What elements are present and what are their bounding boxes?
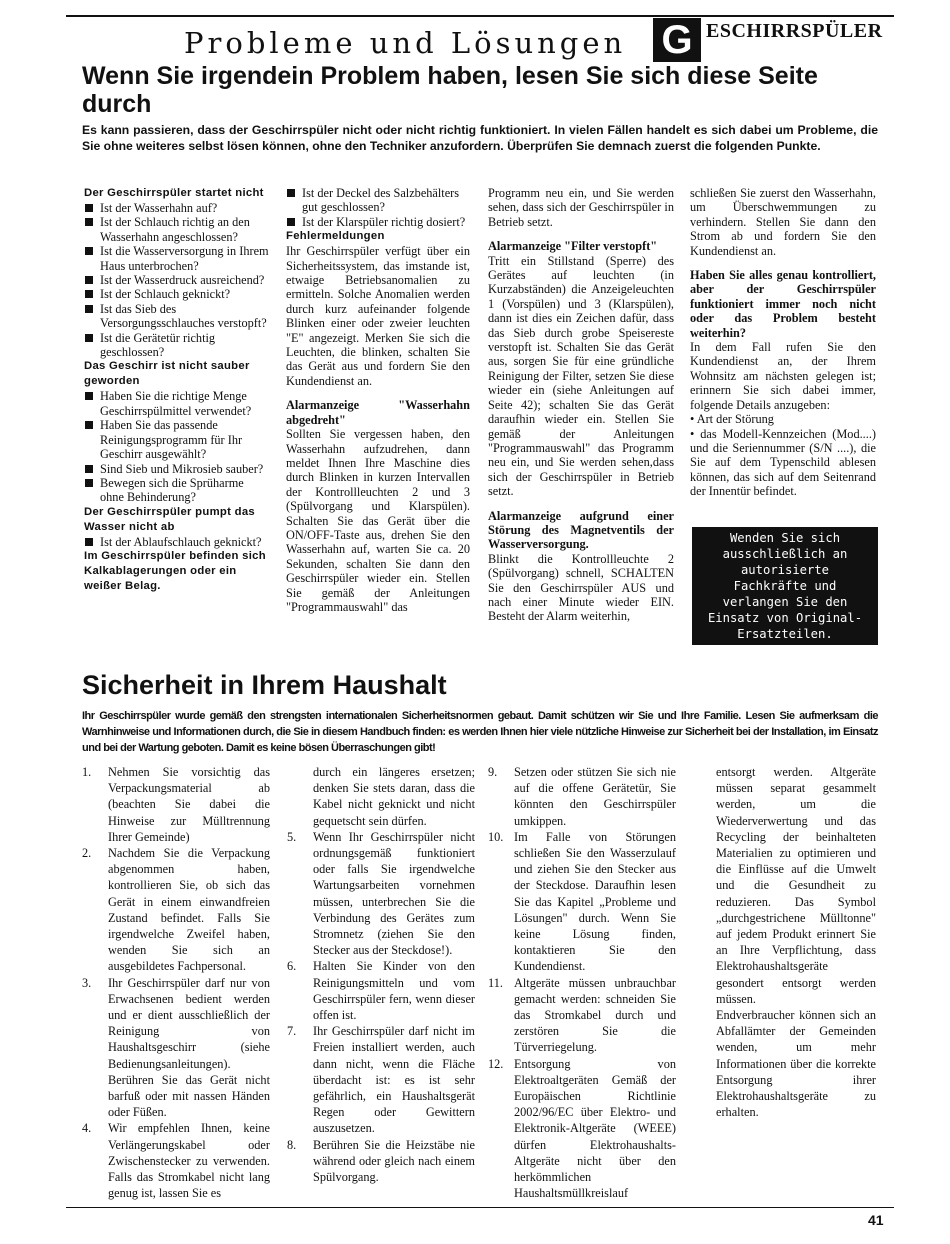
section-title: Probleme und Lösungen [184, 26, 627, 60]
safety-column-1 [82, 764, 270, 1201]
list-item: Ist die Gerätetür richtig geschlossen? [84, 331, 270, 360]
list-item: 2. Nachdem Sie die Verpackung abgenommen haben, kontrollieren Sie, ob sich das Gerät in einem einwandfreien Zustand befindet. Falls Sie irgendwelche Zweifel haben, wenden Sie sich an ausgebildetes Fachpersonal. [82, 846, 270, 974]
list-item: 8. Berühren Sie die Heizstäbe nie während oder gleich nach einem Spülvorgang. [287, 1137, 475, 1185]
paragraph: schließen Sie zuerst den Wasserhahn, um Überschwemmungen zu verhindern. Stellen Sie dann den Strom ab und fordern Sie den Kundendienst an. [690, 186, 876, 258]
problems-heading: Wenn Sie irgendein Problem haben, lesen Sie sich diese Seite durch [82, 62, 818, 118]
subheading-limescale: Im Geschirrspüler befinden sich Kalkablagerungen oder ein weißer Belag. [84, 550, 266, 593]
subheading-tap-alarm: Alarmanzeige "Wasserhahn abgedreht" [286, 398, 470, 427]
safety-heading: Sicherheit in Ihrem Haushalt [82, 670, 447, 700]
problems-column-3 [488, 186, 674, 624]
list-item: Ist der Deckel des Salzbehälters gut geschlossen? [286, 186, 470, 215]
list-item: Ist der Schlauch richtig an den Wasserhahn angeschlossen? [84, 215, 270, 244]
safety-column-4 [716, 764, 876, 1120]
list-item: Ist der Wasserdruck ausreichend? [84, 273, 270, 287]
top-rule [66, 15, 894, 17]
list-item: 1. Nehmen Sie vorsichtig das Verpackungsmaterial ab (beachten Sie dabei die Hinweise zur Mülltrennung Ihrer Gemeinde) [82, 765, 270, 844]
paragraph: entsorgt werden. Altgeräte müssen separat gesammelt werden, um die Wiederverwertung und das Recycling der beinhalteten Materialien zu optimieren und die Einflüsse auf die Umwelt und die Gesundheit zu reduzieren. Das Symbol „durchgestrichene Mülltonne" auf jedem Produkt erinnert Sie an Ihre Verpflichtung, dass Elektrohaushaltsgeräte gesondert entsorgt werden müssen. [716, 765, 876, 1006]
paragraph: Ihr Geschirrspüler verfügt über ein Sicherheitssystem, das imstande ist, etwaige Betriebsanomalien zu ermitteln. Solche Anomalien werden durch kurz aufeinander folgende Blinken einer oder zweier leuchten "E" angezeigt. Merken Sie sich die Leuchten, die blinken, schalten Sie das Gerät aus und fordern Sie den Kundendienst an. [286, 244, 470, 388]
safety-column-2 [287, 764, 475, 1185]
subheading-no-drain: Der Geschirrspüler pumpt das Wasser nicht ab [84, 505, 255, 533]
list-item: Haben Sie das passende Reinigungsprogramm für Ihr Geschirr ausgewählt? [84, 418, 270, 461]
list-item: Bewegen sich die Sprüharme ohne Behinderung? [84, 476, 270, 505]
list-item: Ist die Wasserversorgung in Ihrem Haus unterbrochen? [84, 244, 270, 273]
problems-column-2 [286, 186, 470, 614]
service-notice-box [692, 527, 878, 645]
list-item: 9. Setzen oder stützen Sie sich nie auf die offene Gerätetür, Sie könnten den Geschirrspüler umkippen. [488, 765, 676, 828]
paragraph: Programm neu ein, und Sie werden sehen, dass sich der Geschirrspüler in Betrieb setzt. [488, 186, 674, 229]
detail-item: • das Modell-Kennzeichen (Mod....) und die Seriennummer (S/N ....), die Sie auf dem Typenschild ablesen können, das sich auf dem Seitenrand der Innentür befindet. [690, 426, 876, 499]
subheading-still-problem: Haben Sie alles genau kontrolliert, aber der Geschirrspüler funktioniert immer noch nicht oder das Problem besteht weiterhin? [690, 268, 876, 340]
list-item: Ist der Ablaufschlauch geknickt? [84, 535, 270, 549]
problems-column-4 [690, 186, 876, 499]
subheading-not-starting: Der Geschirrspüler startet nicht [84, 187, 264, 199]
list-item: 12. Entsorgung von Elektroaltgeräten Gemäß der Europäischen Richtlinie 2002/96/EC über Elektro- und Elektronik-Altgeräte (WEEE) dürfen Elektrohaushalts-Altgeräte nicht über den herkömmlichen Haushaltsmüllkreislauf [488, 1056, 676, 1201]
subheading-valve-alarm: Alarmanzeige aufgrund einer Störung des Magnetventils der Wasserversorgung. [488, 508, 674, 552]
list-item: Ist der Schlauch geknickt? [84, 287, 270, 301]
paragraph: durch ein längeres ersetzen; denken Sie stets daran, dass die Kabel nicht geknickt und nicht gequetscht sein dürfen. [313, 765, 475, 828]
safety-intro: Ihr Geschirrspüler wurde gemäß den strengsten internationalen Sicherheitsnormen gebaut. Damit schützen wir Sie und Ihre Familie. Lesen Sie aufmerksam die Warnhinweise und Informationen durch, die Sie in diesem Handbuch finden: es werden Ihnen hier viele nützliche Hinweise zur Sicherheit bei der Installation, im Einsatz und bei der Wartung geboten. Damit es keine bösen Überraschungen gibt! [82, 710, 878, 754]
list-item: 4. Wir empfehlen Ihnen, keine Verlängerungskabel oder Zwischenstecker zu verwenden. Falls das Stromkabel nicht lang genug ist, lassen Sie es [82, 1121, 270, 1201]
page-number: 41 [868, 1212, 884, 1228]
list-item: Ist das Sieb des Versorgungsschlauches verstopft? [84, 302, 270, 331]
problems-intro: Es kann passieren, dass der Geschirrspüler nicht oder nicht richtig funktioniert. In vielen Fällen handelt es sich dabei um Probleme, die Sie ohne weiteres selbst lösen können, ohne den Techniker anzufordern. Überprüfen Sie demnach zuerst die folgenden Punkte. [82, 123, 878, 153]
list-item: 7. Ihr Geschirrspüler darf nicht im Freien installiert werden, auch dann nicht, wenn die Fläche überdacht ist: es ist sehr gefährlich, ein Haushaltsgerät Regen oder Gewittern auszusetzen. [287, 1024, 475, 1136]
paragraph: Blinkt die Kontrollleuchte 2 (Spülvorgang) schnell, SCHALTEN Sie den Geschirrspüler AUS und nach einer Minute wieder EIN. Besteht der Alarm weiterhin, [488, 551, 674, 624]
list-item: 6. Halten Sie Kinder von den Reinigungsmitteln und vom Geschirrspüler fern, wenn dieser offen ist. [287, 959, 475, 1023]
list-item: 5. Wenn Ihr Geschirrspüler nicht ordnungsgemäß funktioniert oder falls Sie irgendwelche Wartungsarbeiten vornehmen müssen, unterbrechen Sie die Verbindung des Gerätes zum Stromnetz (ziehen Sie den Stecker aus der Steckdose!). [287, 829, 475, 958]
paragraph: Sollten Sie vergessen haben, den Wasserhahn aufzudrehen, dann meldet Ihnen Ihre Maschine dies durch Blinken in kurzen Intervallen der Kontrollleuchten 2 und 3 (Spülvorgang und Klarspülen). Schalten Sie das Gerät über die ON/OFF-Taste aus, drehen Sie den Wasserhahn auf, warten Sie ca. 20 Sekunden, schalten Sie dann den Geschirrspüler wieder ein. Stellen Sie gemäß der Anleitungen "Programmauswahl" das [286, 427, 470, 614]
safety-column-3 [488, 764, 676, 1201]
subheading-filter-alarm: Alarmanzeige "Filter verstopft" [488, 239, 658, 254]
detail-item: • Art der Störung [690, 412, 774, 427]
service-notice-text: Wenden Sie sich ausschließlich an autorisierte Fachkräfte und verlangen Sie den Einsatz von Original-Ersatzteilen. [707, 531, 863, 641]
bottom-rule [66, 1207, 894, 1208]
section-badge-letter: G [653, 18, 701, 62]
subheading-error-messages: Fehlermeldungen [286, 230, 385, 243]
subheading-not-clean: Das Geschirr ist nicht sauber geworden [84, 360, 250, 388]
list-item: 10. Im Falle von Störungen schließen Sie den Wasserzulauf und ziehen Sie den Stecker aus der Steckdose. Daraufhin lesen Sie das Kapitel „Probleme und Lösungen" durch. Wenn Sie keine Lösung finden, kontaktieren Sie den Kundendienst. [488, 829, 676, 974]
list-item: Ist der Klarspüler richtig dosiert? [286, 215, 470, 229]
section-badge-text: ESCHIRRSPÜLER [706, 20, 883, 42]
list-item: 11. Altgeräte müssen unbrauchbar gemacht werden: schneiden Sie das Stromkabel durch und zerstören Sie die Türverriegelung. [488, 975, 676, 1055]
paragraph: Endverbraucher können sich an Abfallämter der Gemeinden wenden, um mehr Informationen über die korrekte Entsorgung ihrer Elektrohaushaltsgeräte zu erhalten. [716, 1008, 876, 1120]
list-item: Sind Sieb und Mikrosieb sauber? [84, 462, 270, 476]
paragraph: In dem Fall rufen Sie den Kundendienst an, der Ihrem Wohnsitz am nächsten gelegen ist; erinnern Sie sich dabei immer, folgende Details anzugeben: [690, 340, 876, 412]
list-item: Ist der Wasserhahn auf? [84, 201, 270, 215]
paragraph: Tritt ein Stillstand (Sperre) des Gerätes auf leuchten (in Kurzabständen) die Anzeigeleuchten 1 (Vorspülen) und 3 (Klarspülen), dann ist dies ein Zeichen dafür, dass das Sieb durch grobe Speisereste verstopft ist. Schalten Sie das Gerät aus, sorgen Sie für eine gründliche Reinigung der Filter, setzen Sie diese wieder ein (siehe Anleitungen auf Seite 42); schalten Sie das Gerät daraufhin wieder ein. Stellen Sie gemäß der Anleitungen "Programmauswahl" das Programm neu ein, und Sie werden sehen,dass sich der Geschirrspüler in Betrieb setzt. [488, 253, 674, 499]
problems-column-1 [84, 186, 270, 594]
list-item: Haben Sie die richtige Menge Geschirrspülmittel verwendet? [84, 389, 270, 418]
list-item: 3. Ihr Geschirrspüler darf nur von Erwachsenen bedient werden und er dient ausschließlich der Reinigung von Haushaltsgeschirr (siehe Bedienungsanleitungen). Berühren Sie das Gerät nicht barfuß oder mit nassen Händen oder Füßen. [82, 975, 270, 1120]
